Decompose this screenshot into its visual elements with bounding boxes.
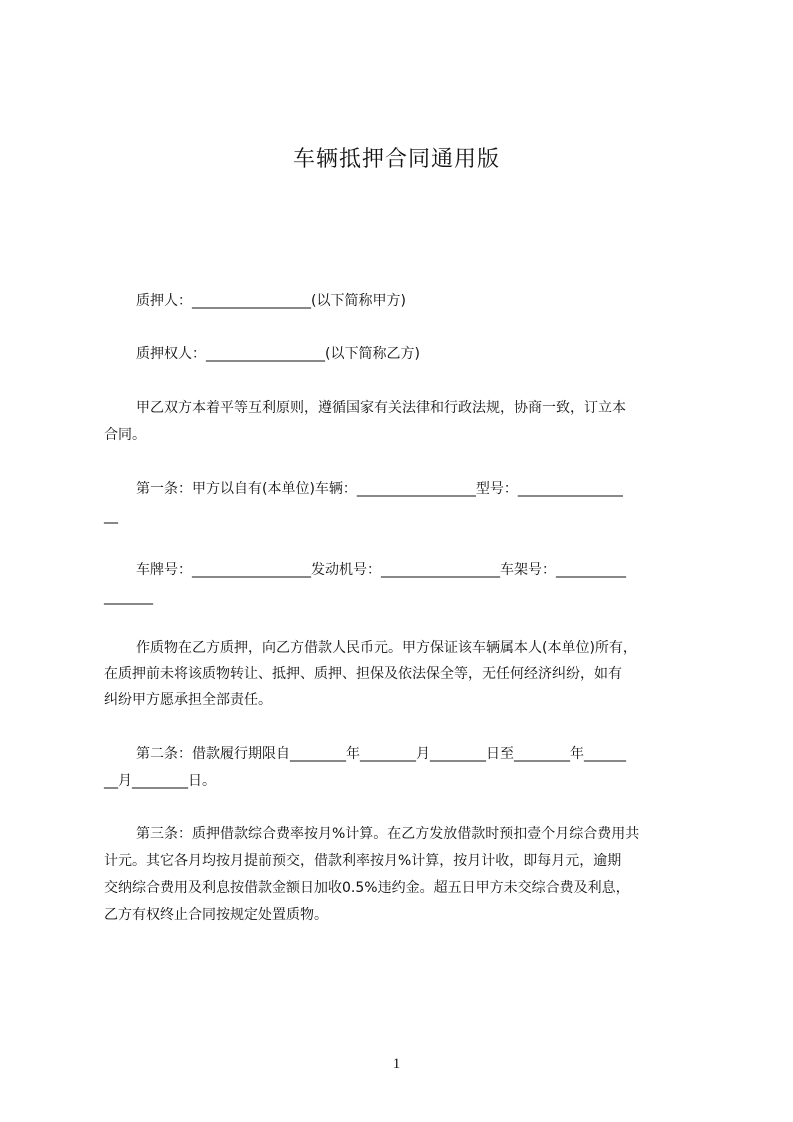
article-2-line-2: __月________日。 [104, 773, 216, 789]
article-3-line-3: 交纳综合费用及利息按借款金额日加收0.5%违约金。超五日甲方未交综合费及利息， [104, 880, 630, 896]
document-title: 车辆抵押合同通用版 [292, 147, 500, 172]
article-3-line-1: 第三条：质押借款综合费率按月%计算。在乙方发放借款时预扣壹个月综合费用共 [136, 826, 640, 842]
article-1-line-2: __ [104, 508, 118, 524]
article-3-line-2: 计元。其它各月均按月提前预交，借款利率按月%计算，按月计收，即每月元，逾期 [104, 853, 622, 869]
preamble-line-2: 合同。 [104, 427, 146, 443]
preamble-line-1: 甲乙双方本着平等互利原则，遵循国家有关法律和行政法规，协商一致，订立本 [136, 400, 626, 416]
vehicle-ids-line-1: 车牌号：_________________发动机号：_________________车架号：__________ [136, 562, 626, 578]
article-1-line-1: 第一条：甲方以自有(本单位)车辆：_________________型号：_______________ [136, 481, 623, 497]
article-2-line-1: 第二条：借款履行期限自________年________月________日至________年______ [136, 746, 626, 762]
article-3-line-4: 乙方有权终止合同按规定处置质物。 [104, 907, 328, 923]
pledgor-line: 质押人：_________________(以下简称甲方) [136, 293, 406, 309]
pledge-clause-line-1: 作质物在乙方质押，向乙方借款人民币元。甲方保证该车辆属本人(本单位)所有， [136, 640, 637, 656]
vehicle-ids-line-2: _______ [104, 589, 153, 605]
pledge-clause-line-2: 在质押前未将该质物转让、抵押、质押、担保及依法保全等，无任何经济纠纷，如有 [104, 666, 622, 682]
pledge-clause-line-3: 纠纷甲方愿承担全部责任。 [104, 692, 272, 708]
page-number: 1 [392, 1056, 401, 1072]
pledgee-line: 质押权人：_________________(以下简称乙方) [136, 346, 420, 362]
